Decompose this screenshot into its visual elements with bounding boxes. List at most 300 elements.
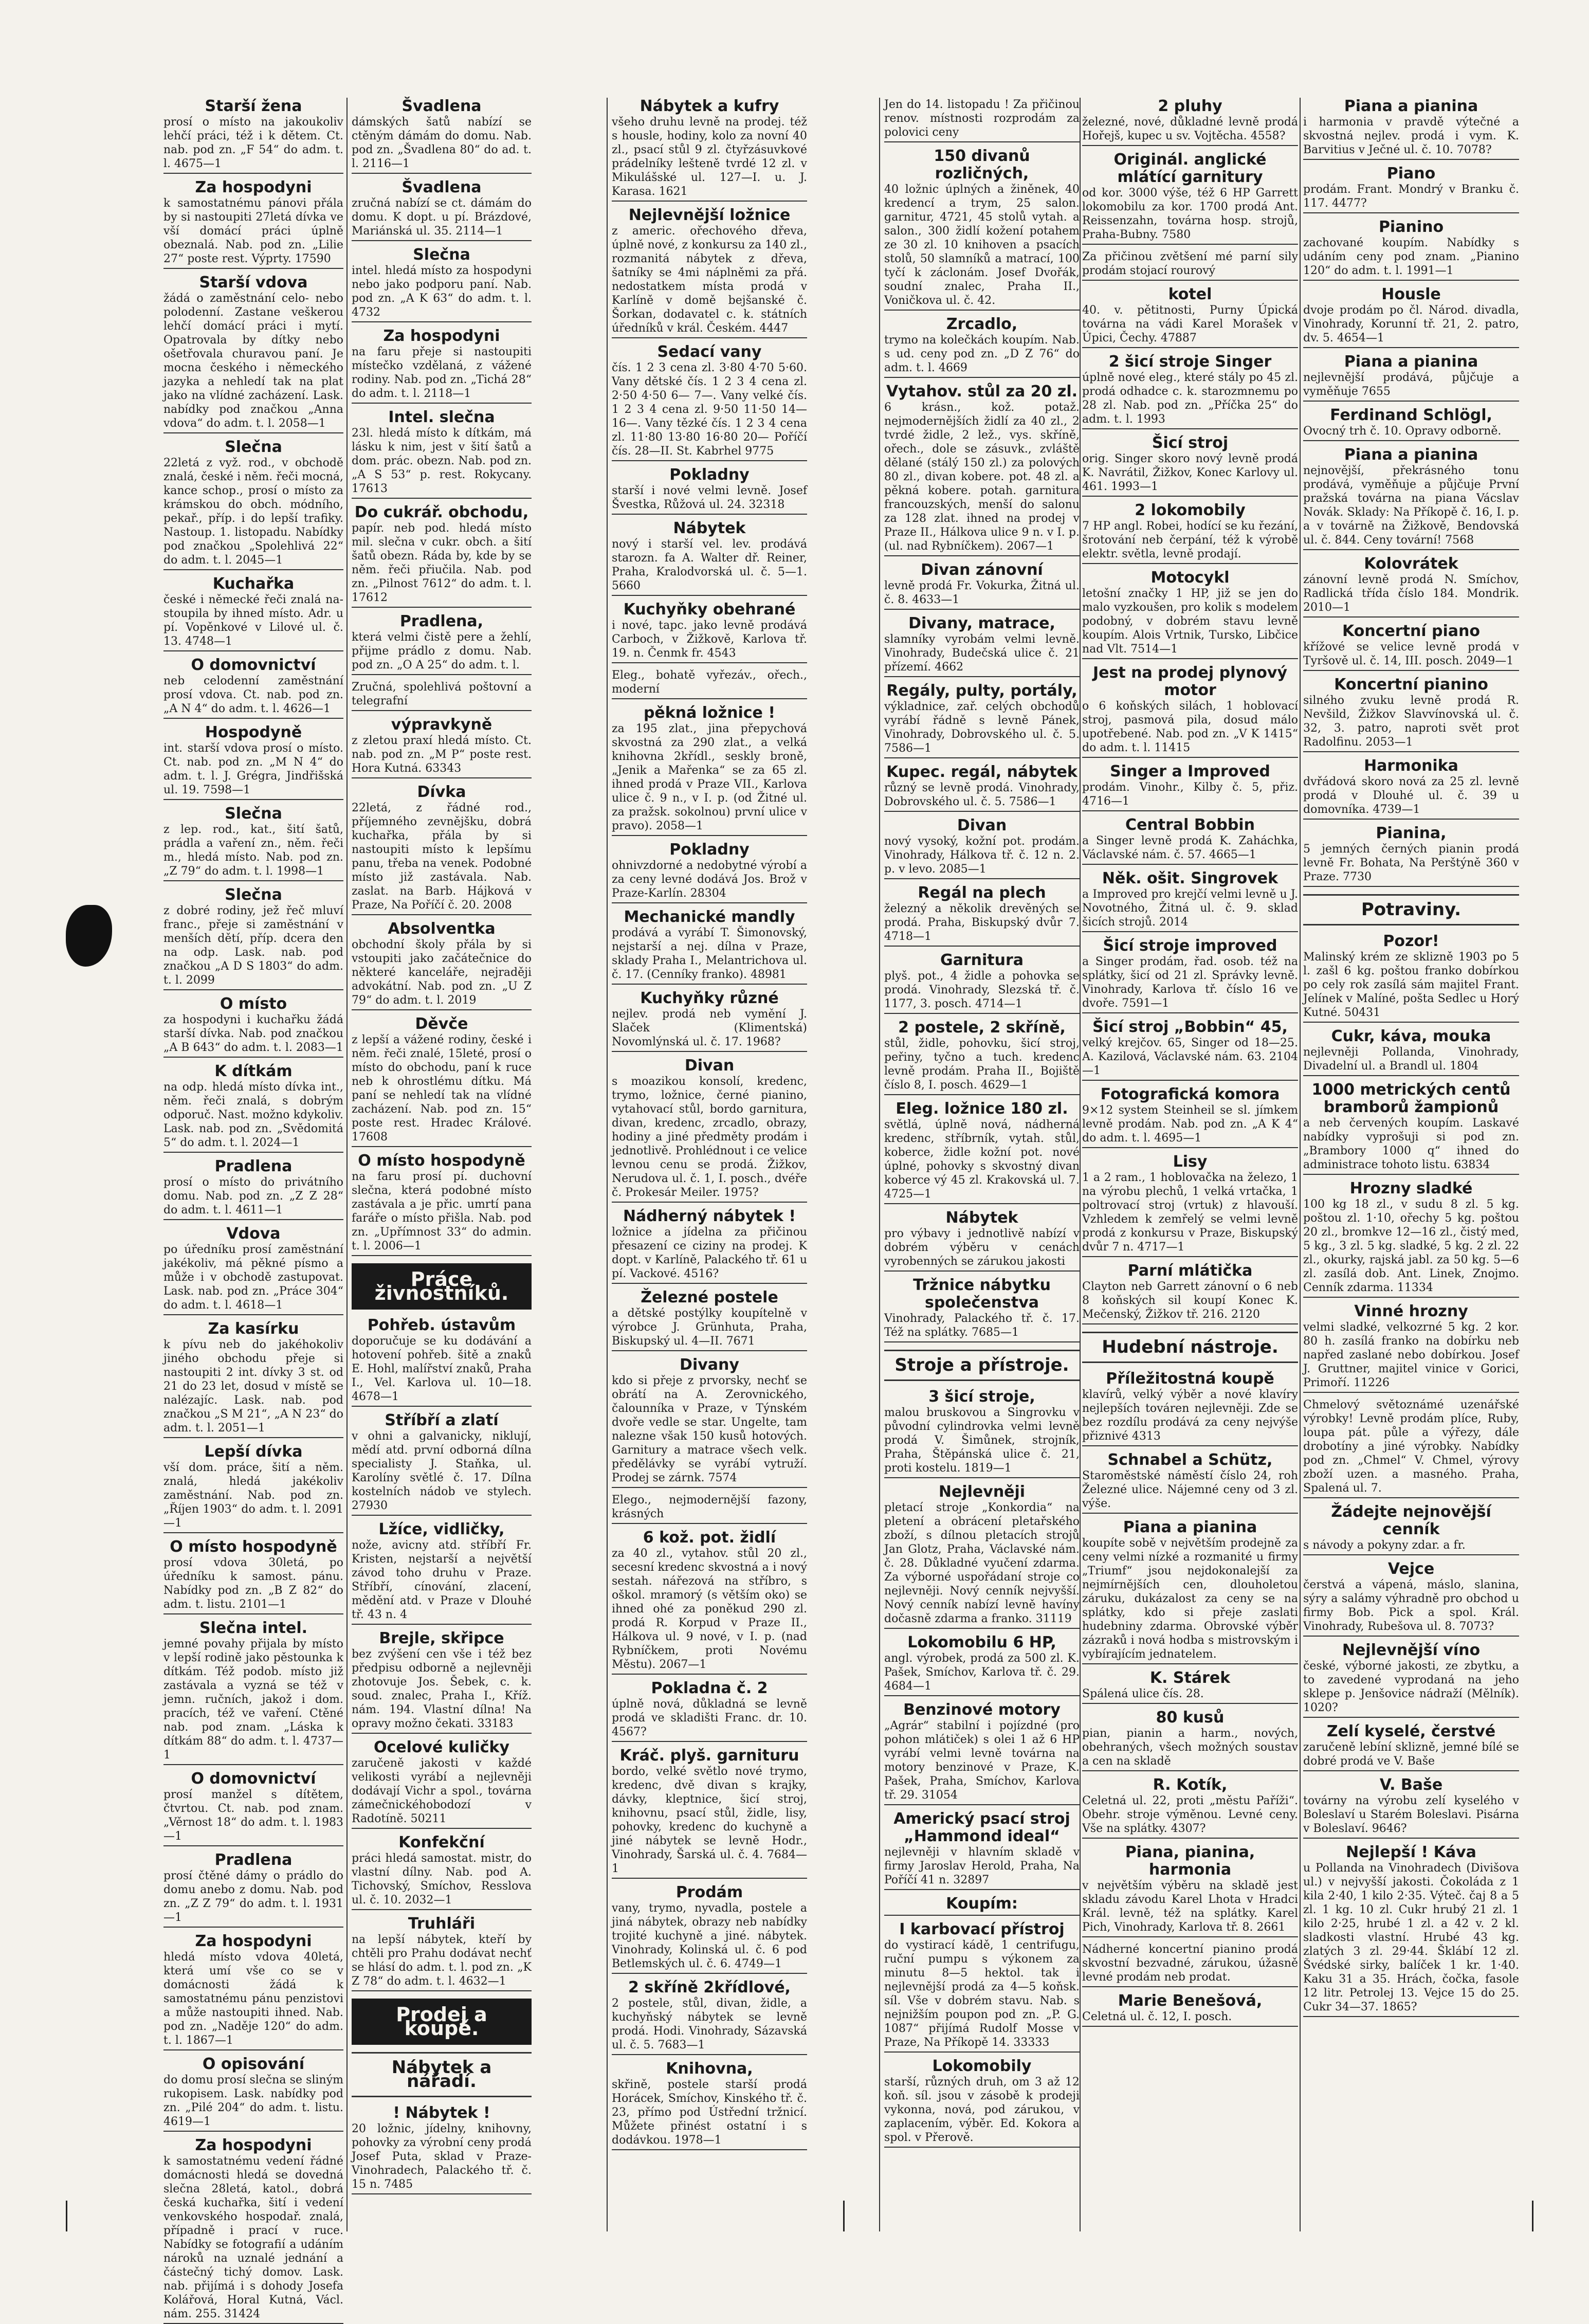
classified-ad [612,343,807,461]
classified-ad [1303,165,1519,213]
ad-heading: Slečna [225,438,282,456]
ad-body: Zručná, spolehlivá poštovní a telegrafní [352,681,532,707]
classified-ad [163,724,343,800]
column-3 [612,98,807,2231]
ad-body: silného zvuku levně prodá R. Nevšild, Žižkov Slavvínovská ul. č. 32, 3. patro, naproti svět prot Radolfinu. 2053—1 [1303,694,1519,749]
ad-body: všeho druhu levně na prodej. též s housle, hodiny, kolo za novní 40 zl., psací stůl 9 zl. čtyřzásuvkové prádelníky lešteně tvrdé 12 zl. v Mikulášské ul. 127—I. u. J. Karasa. 1621 [612,116,807,198]
classified-ad [1303,1723,1519,1771]
ad-heading: Piana, pianina, harmonia [1125,1843,1255,1879]
ad-body: 100 kg 18 zl., v sudu 8 zl. 5 kg. poštou zl. 1·10, ořechy 5 kg. poštou 20 zl., bromkve 12—16 zl., čistý med, 5 kg., 3 zl. 5 kg. sladké, 5 kg. 2 zl. 22 zl., okurky, rajská jabl. za 50 kg. 5—6 zl. zasílá dob. Ant. Linek, Znojmo. Cenník zdarma. 11334 [1303,1198,1519,1294]
ad-heading: Kolovrátek [1364,555,1458,573]
classified-ad [163,1158,343,1220]
ad-heading: Piana a pianina [1344,446,1478,464]
ad-body: a neb červených koupím. Laskavé nabídky vyprošuji si pod zn. „Brambory 1000 q“ ihned do administrace tohoto listu. 63834 [1303,1117,1519,1171]
ad-heading: Tržnice nábytku společenstva [913,1276,1051,1312]
classified-ad [612,990,807,1052]
ad-heading: Ocelové kuličky [373,1738,510,1756]
classified-ad [884,1209,1080,1272]
ad-body: starší, různých druh, om 3 až 12 koň. síl. jsou v zásobě k prodeji vykonna, nová, pod zárukou, v zaplacením, výběr. Ed. Kokora a spol. v Přerově. [884,2076,1080,2144]
classified-ad [1303,1303,1519,1393]
ad-heading: Garnitura [940,951,1024,969]
classified-ad [1303,1560,1519,1637]
ad-body: zručná nabízí se ct. dámám do domu. K dopt. u pí. Brázdové, Mariánská ul. 35. 2114—1 [352,197,532,238]
ad-body: dvoje prodám po čl. Národ. divadla, Vinohrady, Korunní tř. 21, 2. patro, dv. 5. 4654—1 [1303,304,1519,344]
classified-ad [884,2058,1080,2148]
ad-body: a Singer prodám, řad. osob. též na splátky, šicí od 21 zl. Správky levně. Vinohrady, Karlova tř. číslo 16 ve dvoře. 7591—1 [1082,955,1298,1010]
ad-body: ložnice a jídelna za přičinou přesazení ce ciziny na prodej. K dopt. v Karlíně, Palackého tř. 61 u pí. Vackové. 4516? [612,1226,807,1280]
ad-heading: 1000 metrických centů bramborů žampionů [1311,1081,1511,1116]
ad-body: Za přičinou zvětšení mé parní sily prodám stojací rourový [1082,250,1298,277]
ad-heading: Jest na prodej plynový motor [1092,664,1288,699]
ad-body: prosí manžel s dítětem, čtvrtou. Ct. nab. pod znam. „Věrnost 18“ do adm. t. l. 1983—1 [163,1788,343,1843]
classified-ad [1082,1153,1298,1257]
ad-body: orig. Singer skoro nový levně prodá K. Navrátil, Žižkov, Konec Karlovy ul. 461. 1993—1 [1082,452,1298,493]
ad-heading: Kuchařka [212,575,295,593]
ad-heading: Slečna [225,805,282,823]
ad-heading: Koupím: [946,1895,1018,1913]
classified-ad [884,98,1080,142]
ad-body: 7 HP angl. Robei, hodící se ku řezání, šrotování neb čerpání, též k výrobě elektr. světla, levně prodají. [1082,520,1298,560]
ad-heading: Koncertní piano [1342,622,1480,640]
ad-heading: Divan [957,816,1007,834]
ad-body: Malinský krém ze sklizně 1903 po 5 l. zašl 6 kg. poštou franko dobírkou po cely rok zasílá sám majitel Frant. Jelínek v Malíné, pošta Sedlec u Horý Kutné. 50431 [1303,951,1519,1019]
ad-heading: Eleg. ložnice 180 zl. [896,1100,1068,1118]
ad-heading: 2 skříně 2křídlové, [628,1978,791,1996]
ad-body: malou bruskovou a Singrovku v původní cylindrovka velmi levně prodá V. Šimůnek, strojník, Praha, Štěpánská ulice č. 21, proti kostelu. 1819—1 [884,1406,1080,1475]
section-heading: Práce živnostníků. [352,1263,532,1310]
classified-ad [612,520,807,596]
classified-ad [163,2137,343,2324]
ad-body: práci hledá samostat. mistr, do vlastní dílny. Nab. pod A. Tichovský, Smíchov, Resslova ul. č. 10. 2032—1 [352,1852,532,1907]
ad-body: Nádherné koncertní pianino prodá skvostní bezvadné, zárukou, úžasně levné prodám neb prodat. [1082,1943,1298,1984]
ad-body: vany, trymo, nyvadla, postele a jiná nábytek, obrazy neb nabídky trojité kuchyně a jiné. nábytek. Vinohrady, Kolinská ul. č. 6 pod Betlemských ul. č. 6. 4749—1 [612,1902,807,1970]
ad-heading: Zrcadlo, [946,315,1018,333]
section-heading: Stroje a přístroje. [884,1350,1080,1381]
classified-ad [1303,286,1519,348]
ad-body: do vystirací kádě, 1 centrifugu, ruční pumpu s výkonem za minutu 8—5 hektol. tak i nejlevnější prodá za 4—5 koňsk. síl. Vše v dobrém stavu. Nab. s nejnižším poupon pod zn. „P. G. 1087“ přijímá Rudolf Mosse v Praze, Na Příkopě 14. 33333 [884,1939,1080,2049]
ad-body: angl. výrobek, prodá za 500 zl. K. Pašek, Smíchov, Karlova tř. č. 29. 4684—1 [884,1652,1080,1693]
classified-ad [352,920,532,1010]
ad-body: s návody a pokyny zdar. a fr. [1303,1539,1466,1552]
ad-body: levně prodá Fr. Vokurka, Žitná ul. č. 8. 4633—1 [884,579,1080,606]
classified-ad [352,680,532,711]
ad-heading: R. Kotík, [1153,1776,1228,1794]
classified-ad [884,316,1080,378]
ad-heading: Knihovna, [666,2060,753,2078]
ad-heading: Nejlepší ! Káva [1346,1843,1476,1861]
column-6 [1303,98,1519,2231]
classified-ad [163,1538,343,1614]
classified-ad [1082,816,1298,865]
ad-body: s moazikou konsolí, kredenc, trymo, ložnice, černé pianino, vytahovací stůl, bordo garnitura, divan, kredenc, zrcadlo, obrazy, hodiny a jiné předměty prodám i jednotlivě. Prohlédnout i ce velice levnou cenu se prodá. Žižkov, Nerudova ul. č. 1, I. posch., dvéře č. Prokesár Meiler. 1975? [612,1075,807,1199]
ad-heading: O místo hospodyně [358,1152,525,1170]
ad-heading: Pohřeb. ústavům [367,1316,516,1334]
ad-heading: Parní mlátička [1127,1262,1253,1280]
ad-body: k samostatnému vedení řádné domácnosti hledá se dovedná slečna 28letá, katol., dobrá česká kuchařka, šití i vedení venkovského hospodař. znalá, případně i prací v ruce. Nabídky se fotografií a udáním nároků na uznalé jednání a částečný tichý domov. Lask. nab. přijímá i s dohody Josefa Kolářová, Horal Kutná, Václ. nám. 255. 31424 [163,2155,343,2320]
ad-body: 22letá z vyž. rod., v obchodě znalá, české i něm. řeči mocná, kance schop., prosí o místo za krámskou do obch. módního, pekař., příp. i do lepší trafiky. Nastoup. 1. listopadu. Nabídky pod značkou „Spolehlivá 22“ do adm. t. l. 2045—1 [163,457,343,567]
ad-heading: Příležitostná koupě [1106,1370,1274,1388]
ad-heading: Piano [1386,165,1436,183]
ad-heading: Šicí stroj [1152,434,1229,452]
classified-ad [352,1630,532,1734]
classified-ad [612,1208,807,1284]
section-heading: Nábytek a nářadí. [352,2052,532,2097]
classified-ad [1082,664,1298,758]
classified-ad [884,1100,1080,1204]
classified-ad [1082,1519,1298,1664]
classified-ad [1082,1709,1298,1771]
ad-body: o 6 koňských silách, 1 hoblovací stroj, pasmová pila, dosud málo upotřebené. Nab. pod zn. „V K 1415“ do adm. t. l. 11415 [1082,700,1298,754]
classified-ad [884,884,1080,947]
ad-heading: Žádejte nejnovější cenník [1331,1503,1491,1538]
ad-body: žádá o zaměstnání celo- nebo polodenní. Zastane veškerou lehčí domácí práci i mytí. Opatrovala by dítky nebo ošetřovala churavou paní. Je mocna českého i německého jazyka a nehledí tak na plat jako na vlídné zacházení. Lask. nabídky pod značkou „Anna vdova“ do adm. t. l. 2058—1 [163,292,343,430]
classified-ad [884,383,1080,556]
ad-body: i nové, tapc. jako levně prodává Carboch, v Žižkově, Karlova tř. 19. n. Čenmk fr. 4543 [612,619,807,660]
ad-body: prosí vdova 30letá, po úředníku k samost. pánu. Nabídky pod zn. „B Z 82“ do adm. t. listu. 2101—1 [163,1556,343,1611]
classified-ad [612,1529,807,1675]
ad-heading: Za hospodyni [195,1932,312,1950]
ad-body: jemné povahy přijala by místo v lepší rodině jako pěstounka k dítkám. Též podob. místo již zastávala a vyzná se též v jemn. ručních, jakož i dom. pracích, též ve vaření. Ctěné nab. pod znam. „Láska k dítkám 88“ do adm. t. l. 4737—1 [163,1638,343,1762]
classified-ad [1303,353,1519,402]
ad-body: nejlevnější prodává, půjčuje a vyměňuje 7655 [1303,371,1519,398]
classified-ad [163,98,343,174]
ad-body: po úředníku prosí zaměstnání jakékoliv, má pěkné písmo a může i v obchodě zastupovat. Lask. nab. pod zn. „Práce 304“ do adm. t. l. 4618—1 [163,1243,343,1312]
classified-ad [612,98,807,202]
ad-heading: Za hospodyni [383,327,500,345]
ad-heading: 6 kož. pot. židlí [643,1529,776,1547]
ad-body: Clayton neb Garrett zánovní o 6 neb 8 koňských sil koupí Konec K. Mečenský, Žižkov tř. 216. 2120 [1082,1280,1298,1321]
ad-body: intel. hledá místo za hospodyni nebo jako podporu paní. Nab. pod zn. „A K 63“ do adm. t. l. 4732 [352,264,532,319]
classified-ad [612,466,807,515]
ad-heading: O místo hospodyně [170,1538,337,1556]
classified-ad [1082,1262,1298,1324]
classified-ad [163,179,343,269]
classified-ad [352,1412,532,1516]
section-heading: Prodej a koupě. [352,1999,532,2045]
ad-body: různý se levně prodá. Vinohrady, Dobrovského ul. č. 5. 7586—1 [884,782,1080,808]
classified-ad [352,98,532,174]
ad-heading: Singer a Improved [1110,762,1270,780]
classified-ad [1082,1370,1298,1446]
ad-heading: Za hospodyni [195,2136,312,2154]
classified-ad [612,1884,807,1974]
ad-heading: 80 kusů [1156,1709,1225,1727]
ad-heading: Mechanické mandly [624,908,795,926]
classified-ad [352,2104,532,2194]
ad-body: nový i starší vel. lev. prodává starozn. fa A. Walter dř. Reiner, Praha, Kralodvorská ul. č. 5—1. 5660 [612,538,807,592]
ad-body: int. starší vdova prosí o místo. Ct. nab. pod zn. „M N 4“ do adm. t. l. J. Grégra, Jindřišská ul. 19. 7598—1 [163,742,343,796]
classified-ad [1303,1503,1519,1555]
ad-body: Vinohrady, Palackého tř. č. 17. Též na splátky. 7685—1 [884,1312,1080,1339]
ad-heading: Originál. anglické mlátící garnitury [1113,151,1267,186]
ad-heading: Regál na plech [918,884,1046,902]
ad-heading: 3 šicí stroje, [928,1388,1035,1406]
ad-body: vší dom. práce, šití a něm. znalá, hledá jakékoliv zaměstnání. Nab. pod zn. „Říjen 1903“ do adm. t. l. 2091—1 [163,1461,343,1530]
ad-body: k samostatnému pánovi přála by si nastoupiti 27letá dívka ve vší domácí práci úplně obeznalá. Nab. pod zn. „Lilie 27“ poste rest. Výprty. 17590 [163,197,343,265]
ad-body: zachované koupím. Nabídky s udáním ceny pod znam. „Pianino 120“ do adm. t. l. 1991—1 [1303,237,1519,277]
classified-ad [352,328,532,404]
ad-body: 22letá, z řádné rod., příjemného zevnějšku, dobrá kuchařka, přála by si nastoupiti místo k lepšímu panu, třeba na venek. Podobné místo již zastávala. Nab. zaslat. na Barb. Hájková v Praze, Na Poříčí č. 20. 2008 [352,802,532,912]
classified-ad [1303,1776,1519,1839]
classified-ad [884,1388,1080,1478]
classified-ad [352,716,532,778]
column-2 [352,98,532,2231]
ad-heading: Švadlena [401,178,482,196]
classified-ad [1082,1844,1298,1937]
classified-ad [612,1680,807,1742]
ad-body: „Agrár“ stabilní i pojízdné (pro pohon mlátiček) s olei 1 až 6 HP vyrábí velmi levně továrna na motory benzinové v Praze, K. Pašek, Praha, Smíchov, Karlova tř. 29. 31054 [884,1719,1080,1802]
classified-ad [163,1770,343,1846]
classified-ad [352,409,532,499]
ad-body: prosí čtěné dámy o prádlo do domu anebo z domu. Nab. pod zn. „Z Z 79“ do adm. t. l. 1931—1 [163,1869,343,1924]
classified-ad [163,1320,343,1438]
classified-ad [1082,502,1298,564]
ad-body: 40. v. pětitnosti, Purny Úpická továrna na vádi Karel Morašek v Úpici, Čechy. 47887 [1082,304,1298,344]
classified-ad [612,1057,807,1203]
classified-ad [884,1019,1080,1095]
classified-ad [163,2056,343,2132]
classified-ad [1303,1180,1519,1298]
ad-heading: 2 šicí stroje Singer [1108,353,1272,371]
ad-body: prodám. Vinohr., Kilby č. 5, přiz. 4716—1 [1082,781,1298,808]
ad-heading: Prodám [675,1883,743,1901]
ad-heading: Železné postele [641,1288,778,1306]
ad-heading: ! Nábytek ! [393,2104,490,2122]
ad-heading: Lepší dívka [204,1443,303,1461]
ad-body: kdo si přeje z prvorsky, nechť se obrátí na A. Zerovnického, čalounníka v Praze, v Týnském dvoře vedle se star. Ungelte, tam nalezne však 150 kusů hotových. Garnitury a matrace všech velk. předělávky se vyrábí vytruží. Prodej se zárnk. 7574 [612,1374,807,1484]
ad-heading: Zelí kyselé, čerstvé [1326,1722,1496,1740]
ad-heading: Stříbří a zlatí [385,1411,499,1429]
ad-heading: Lokomobily [932,2057,1032,2075]
ad-heading: Pozor! [1383,932,1439,950]
ad-heading: V. Baše [1379,1776,1443,1794]
ad-body: prosí o místo do privátního domu. Nab. pod zn. „Z Z 28“ do adm. t. l. 4611—1 [163,1176,343,1217]
section-heading: Hudební nástroje. [1082,1332,1298,1363]
classified-ad [612,207,807,338]
ad-body: stůl, židle, pohovku, šicí stroj, peřiny, tyčno a tuch. kredenc levně prodám. Praha II., Bojiště číslo 8, I. posch. 4629—1 [884,1037,1080,1092]
ad-body: koupíte sobě v největším prodejně za ceny velmi nízké a rozmanité u firmy „Triumf“ jsou nejdokonalejší za nejmírnějších cen, dlouholetou záruku, dukázalost za ceny se na splátky, kdo si přeje zaslati hudebniny zdarma. Obrovské výběr zázraků i nová hodba s mistrovským i vybírajícím jednatelem. [1082,1537,1298,1661]
classified-ad [884,1483,1080,1629]
ad-heading: O místo [220,995,287,1013]
classified-ad [163,995,343,1058]
classified-ad [884,1921,1080,2053]
classified-ad [612,668,807,699]
classified-ad [612,704,807,836]
classified-ad [163,1851,343,1928]
ad-body: Chmelový světoznámé uzenářské výrobky! Levně prodám plíce, Ruby, loupa pát. půle a výřezy, dále drobotíny a jiné výrobky. Nabídky pod zn. „Chmel“ V. Chmel, výrovy zboží uzen. a masného. Praha, Spalená ul. 7. [1303,1399,1519,1495]
ad-body: z zletou praxí hledá místo. Ct. nab. pod zn. „M P“ poste rest. Hora Kutná. 63343 [352,734,532,775]
ad-body: i harmonia v pravdě výtečné a skvostná nejlev. prodá i vym. K. Barvitius v Ječné ul. č. 10. 7078? [1303,116,1519,156]
ad-body: české, výborné jakosti, ze zbytku, a to zavedené vyprodaná na jeho sklepe p. Jenšovice nádraží (Mělník). 1020? [1303,1660,1519,1714]
ad-body: 40 ložnic úplných a žiněnek, 40 kredencí a trym, 25 salon. garnitur, 4721, 45 stolů vytah. a salon., 300 židlí kožení potahem ze 30 zl. 10 knihoven a psacích stolů, 50 slamníků a matrací, 100 tyčí k záclonám. Josef Dvořák, soudní znalec, Praha II., Voničkova ul. č. 42. [884,183,1080,307]
ad-body: a Singer levně prodá K. Zaháchka, Václavské nám. č. 57. 4665—1 [1082,834,1298,861]
classified-ad [884,148,1080,311]
ad-heading: Lokomobilu 6 HP, [907,1633,1056,1651]
ad-body: bez zvýšení cen vše i též bez předpisu odborně a nejlevněji zhotovuje Jos. Šebek, c. k. soud. znalec, Praha I., Kříž. nám. 194. Vlastní dílna! Na opravy možno čekati. 33183 [352,1648,532,1730]
classified-ad [884,1634,1080,1696]
column-4 [884,98,1080,2231]
edge-mark [66,2201,67,2231]
ad-heading: Cukr, káva, mouka [1331,1027,1491,1045]
ad-heading: Pokladny [669,841,750,859]
ad-body: letošní značky 1 HP, již se jen do malo vyzkoušen, pro kolik s modelem podobný, v dobrém stavu levně koupím. Alois Vrtnik, Tursko, Libčice nad Vlt. 7514—1 [1082,587,1298,656]
classified-ad [1303,407,1519,441]
ad-heading: Harmonika [1364,757,1458,775]
classified-ad [1082,763,1298,811]
classified-ad [352,1739,532,1829]
ad-heading: Dívka [417,783,466,801]
ad-body: starší i nové velmi levně. Josef Švestka, Růžová ul. 24. 32318 [612,484,807,511]
classified-ad [884,1701,1080,1805]
classified-ad [1303,825,1519,887]
ad-heading: Kupec. regál, nábytek [886,763,1077,781]
ad-heading: Pianino [1378,218,1444,236]
ad-heading: Central Bobbin [1125,816,1255,834]
ad-heading: Ferdinand Schlögl, [1330,406,1492,424]
ad-heading: Za kasírku [208,1320,299,1338]
ad-body: ohnivzdorné a nedobytné výrobí a za ceny levné dodává Jos. Brož v Praze-Karlín. 28304 [612,859,807,900]
classified-ad [1082,1669,1298,1704]
ad-heading: Piana a pianina [1344,353,1478,371]
classified-ad [612,1289,807,1351]
ad-body: 9×12 system Steinheil se sl. jímkem levně prodám. Nab. pod zn. „A K 4“ do adm. t. l. 4695—1 [1082,1104,1298,1145]
ad-body: Ovocný trh č. 10. Opravy odborně. [1303,425,1502,438]
ad-body: Elego., nejmodernější fazony, krásných [612,1494,807,1520]
ink-stain [66,905,112,967]
ad-body: do domu prosí slečna se sliným rukopisem. Lask. nabídky pod zn. „Pilé 204“ do adm. t. listu. 4619—1 [163,2074,343,2128]
classified-ad [1082,1776,1298,1839]
ad-body: z lepší a vážené rodiny, české i něm. řeči znalé, 15leté, prosí o místo do obchodu, paní k ruce neb k ohrostlému dítku. Má paní se nehledí tak na vlídné zacházení. Nab. pod zn. 15“ poste rest. Hradec Králové. 17608 [352,1033,532,1143]
ad-heading: Hrozny sladké [1349,1179,1473,1197]
classified-ad [1082,1992,1298,2027]
column-5 [1082,98,1298,2231]
ad-heading: Regály, pulty, portály, [886,682,1077,700]
ad-heading: 2 postele, 2 skříně, [898,1019,1066,1037]
classified-ad [612,1979,807,2055]
ad-heading: O domovnictví [191,1770,316,1788]
classified-ad [352,179,532,241]
ad-body: 23l. hledá místo k dítkám, má lásku k nim, jest v šití šatů a dom. prác. obezn. Nab. pod zn. „A S 53“ p. rest. Rokycany. 17613 [352,427,532,495]
ad-heading: Starší vdova [199,274,308,292]
ad-body: prosí o místo na jakoukoliv lehčí práci, též i k dětem. Ct. nab. pod zn. „F 54“ do adm. t. l. 4675—1 [163,116,343,170]
ad-body: zaručeně lebíní sklizně, jemné bílé se dobré prodá ve V. Baše [1303,1741,1519,1768]
classified-ad [352,1015,532,1147]
classified-ad [352,784,532,915]
classified-ad [884,952,1080,1014]
classified-ad [612,1356,807,1488]
ad-body: z americ. ořechového dřeva, úplně nové, z konkursu za 140 zl., rozmanitá nábytek z dřeva, šatníky se 4mi náplněmi za přá. nedostatkem místa prodá v Karlíně v domě bejšanské č. Šorkan, dodavatel c. k. státních úředníků v král. Českém. 4447 [612,225,807,335]
classified-ad [1082,151,1298,245]
classified-ad [1303,757,1519,820]
classified-ad [163,657,343,719]
ad-body: z lep. rod., kat., šití šatů, prádla a vaření zn., něm. řeči m., hledá místo. Nab. pod zn. „Z 79“ do adm. t. l. 1998—1 [163,823,343,878]
classified-ad [884,1810,1080,1890]
classified-ad [1303,1844,1519,2017]
section-heading: Potraviny. [1303,894,1519,925]
ad-body: která velmi čistě pere a žehlí, přijme prádlo z domu. Nab. pod zn. „O A 25“ do adm. t. l. [352,631,532,671]
ad-heading: Šicí stroj „Bobbin“ 45, [1092,1018,1288,1036]
ad-heading: Starší žena [205,97,302,115]
ad-heading: kotel [1168,285,1212,303]
ad-heading: Fotografická komora [1100,1085,1280,1103]
ad-body: za 40 zl., vytahov. stůl 20 zl., secesní kredenc skvostná a i nový sestah. nářezová na stříbro, s oškol. mramorý (s větším oko) se ihned ohé za poněkud 290 zl. prodá R. Korpud v Praze II., Hálkova ul. 9 nové, v I. p. (nad Rybníčkem, proti Novému Městu). 2067—1 [612,1547,807,1671]
ad-body: Eleg., bohatě vyřezáv., ořech., moderní [612,669,807,696]
ad-heading: Nejlevnější ložnice [628,206,791,224]
ad-heading: Divany [680,1356,739,1374]
classified-ad [612,1493,807,1524]
classified-ad [1082,286,1298,348]
ad-body: 20 ložnic, jídelny, knihovny, pohovky za výrobní ceny prodá Josef Puta, sklad v Praze-Vinohradech, Palackého tř. č. 15 n. 7485 [352,2122,532,2191]
ad-heading: Hospodyně [205,723,302,741]
ad-body: pian, pianin a harm., nových, obehraných, všech možných soustav a cen na skladě [1082,1727,1298,1768]
ad-heading: Schnabel a Schütz, [1107,1451,1273,1469]
ad-heading: Nábytek a kufry [640,97,779,115]
ad-body: v ohni a galvanicky, niklují, mědí atd. první odborná dílna specialisty J. Staňka, ul. Karolíny světlé č. 17. Dílna kostelních nádob ve stylech. 27930 [352,1430,532,1512]
ad-heading: Nábytek [945,1209,1018,1227]
classified-ad [1082,1086,1298,1148]
classified-ad [612,601,807,663]
classified-ad [1303,219,1519,281]
ad-body: pro výbavy i jednotlivě nabízí v dobrém výběru v cenách vyrobenných se zárukou jakosti [884,1227,1080,1268]
classified-ad [163,439,343,570]
ad-body: Celetná ul. č. 12, I. posch. [1082,2010,1232,2023]
ad-body: slamníky vyrobám velmi levně. Vinohrady, Budečská ulice č. 21 přízemí. 4662 [884,633,1080,674]
ad-heading: Šicí stroje improved [1103,937,1277,955]
ad-heading: Něk. ošit. Singrovek [1102,869,1278,887]
column-1 [163,97,343,2320]
ad-heading: K. Stárek [1149,1669,1231,1687]
ad-heading: Pradlena, [399,612,484,630]
ad-body: Celetná ul. 22, proti „městu Paříži“. Obehr. stroje výměnou. Levné ceny. Vše na splátky. 4307? [1082,1794,1298,1835]
classified-ad [1082,1942,1298,1987]
classified-ad [884,1895,1080,1916]
ad-body: za hospodyni i kuchařku žádá starší dívka. Nab. pod značkou „A B 643“ do adm. t. l. 2083—1 [163,1013,343,1054]
classified-ad [1303,1398,1519,1498]
ad-body: nový vysoký, kožní pot. prodám. Vinohrady, Hálkova tř. č. 12 n. 2. p. v levo. 2085—1 [884,835,1080,876]
classified-ad [352,1317,532,1407]
classified-ad [1082,569,1298,659]
classified-ad [884,1277,1080,1342]
ad-body: z dobré rodiny, jež řeč mluví franc., přeje si zaměstnání v menších dětí, příp. dcera den na odp. Lask. nab. pod značkou „A D S 1803“ do adm. t. l. 2099 [163,904,343,987]
ad-heading: I karbovací přístroj [899,1920,1065,1938]
ad-heading: Nejlevněji [938,1483,1026,1501]
ad-heading: Do cukrář. obchodu, [354,503,529,521]
ad-heading: 2 lokomobily [1135,501,1246,519]
ad-heading: Koncertní pianino [1334,676,1488,694]
classified-ad [163,886,343,990]
column-rule [1080,98,1081,2231]
classified-ad [1082,434,1298,497]
ad-body: velmi sladké, velkozrné 5 kg. 2 kor. 80 h. zasílá franko na dobírku neb napřed zaslané nebo dobírkou. Josef J. Gruttner, majitel vinice v Gorici, Primoří. 11226 [1303,1321,1519,1389]
ad-body: a Improved pro krejčí velmi levně u J. Novotného, Žitná ul. č. 9. sklad šicích strojů. 2014 [1082,888,1298,929]
ad-body: 2 postele, stůl, divan, židle, a kuchyňský nábytek se levně prodá. Hodi. Vinohrady, Sázavská ul. č. 5. 7683—1 [612,1997,807,2051]
ad-body: úplně nové eleg., které stály po 45 zl. prodá odhadce c. k. starozmnemu po 28 zl. Nab. pod zn. „Příčka 25“ do adm. t. l. 1993 [1082,371,1298,426]
ad-heading: Švadlena [401,97,482,115]
ad-body: 1 a 2 ram., 1 hoblovačka na železo, 1 na výrobu plechů, 1 velká vrtačka, 1 poltrovací stroj (vrtuk) z hlavouší. Vzhledem k zemřelý se velmi levně prodá z konkursu v Praze, Biskupský dvůr 7 n. 4717—1 [1082,1171,1298,1254]
ad-body: továrny na výrobu zelí kyselého v Boleslaví u Starém Boleslavi. Pisárna v Boleslaví. 9646? [1303,1794,1519,1835]
classified-ad [1303,1028,1519,1076]
classified-ad [163,1063,343,1153]
ad-heading: Nádherný nábytek ! [623,1207,796,1225]
ad-heading: Brejle, skřipce [379,1629,504,1647]
ad-body: prodává a vyrábí T. Šimonovský, nejstarší a nej. dílna v Praze, sklady Praha I., Melantrichova ul. č. 17. (Cenníky franko). 48981 [612,927,807,981]
ad-body: klavírů, velký výběr a nové klavíry nejlepších továren nejlevněji. Zde se bez rozdílu prodává za ceny nejvýše přiznivé 4313 [1082,1388,1298,1443]
ad-heading: K dítkám [214,1062,293,1080]
ad-heading: Lžíce, vidličky, [378,1520,505,1538]
classified-ad [352,1834,532,1910]
classified-ad [612,909,807,985]
classified-ad [1082,98,1298,146]
